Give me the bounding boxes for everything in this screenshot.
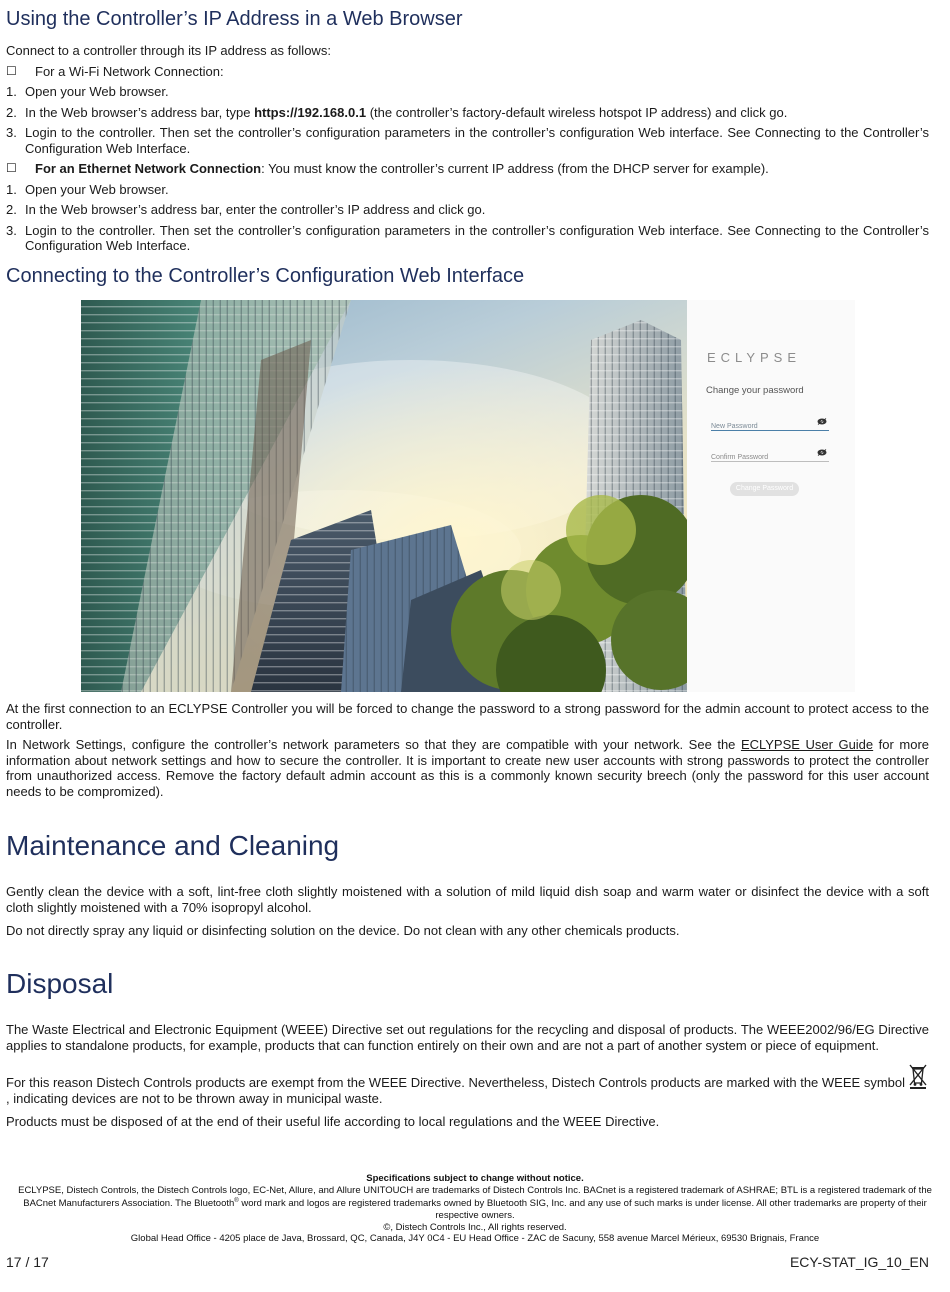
change-password-panel (687, 300, 855, 692)
no-spray-paragraph: Do not directly spray any liquid or disinfecting solution on the device. Do not clean with any other chemicals products. (6, 923, 680, 938)
disposal-text (6, 1022, 929, 1130)
list-number: 2. (6, 104, 17, 120)
intro-text: Connect to a controller through its IP address as follows: (6, 43, 331, 58)
list-item (6, 182, 929, 198)
change-password-button[interactable]: Change Password (730, 482, 799, 496)
footer-address: Global Head Office - 4205 place de Java, Brossard, QC, Canada, J4Y 0C4 - EU Head Office - ZAC de Sacuny, 558 avenue Marcel Mérieux, 69530 Brignais, France (130, 1233, 820, 1245)
footer-copyright: ©, Distech Controls Inc., All rights reserved. (383, 1221, 567, 1233)
list-text: Login to the controller. Then set the controller’s configuration parameters in the controller’s configuration Web interface. See Connecting to the Controller’s Configuration Web Interface. (25, 222, 929, 253)
wifi-option (6, 64, 929, 80)
hide-password-icon[interactable] (817, 449, 827, 456)
skyline-photo (81, 300, 687, 692)
exempt-paragraph (6, 1061, 929, 1106)
exempt-text-b: , indicating devices are not to be thrown away in municipal waste. (6, 1090, 383, 1106)
ethernet-label-rest: : You must know the controller’s current IP address (from the DHCP server for example). (261, 161, 769, 176)
cleaning-paragraph: Gently clean the device with a soft, lint-free cloth slightly moistened with a solution of mild liquid dish soap and warm water or disinfect the device with a soft cloth slightly moistened with a 70% isopropyl alcohol. (6, 884, 929, 915)
list-item (6, 223, 929, 254)
section-title-maintenance: Maintenance and Cleaning (6, 830, 340, 861)
section-title-web-interface: Connecting to the Controller’s Configuration Web Interface (6, 265, 525, 287)
list-number: 3. (6, 125, 17, 140)
checkbox-icon: ☐ (6, 161, 17, 175)
footer-legal (0, 1173, 950, 1245)
checkbox-icon: ☐ (6, 63, 17, 78)
list-number: 3. (6, 222, 17, 238)
list-text: In the Web browser’s address bar, enter the controller’s IP address and click go. (25, 202, 486, 217)
footer-trademarks-b: word mark and logos are registered trademarks owned by Bluetooth SIG, Inc. and any use of such marks is under license. All other trademarks are property of their respective owners. (238, 1198, 927, 1221)
weee-bin-icon (907, 1061, 929, 1089)
end-of-life-paragraph: Products must be disposed of at the end of their useful life according to local regulations and the WEEE Directive. (6, 1114, 660, 1129)
footer-trademarks-a: ECLYPSE, Distech Controls, the Distech Controls logo, EC-Net, Allure, and Allure UNITOUCH are trademarks of Distech Controls Inc. BACnet is a registered trademark of ASHRAE; BTL is a registered trademark of the BACnet Manufacturers Association. The Bluetooth (18, 1184, 932, 1210)
ethernet-label (35, 161, 929, 177)
maintenance-text (6, 884, 929, 939)
list-text (25, 105, 929, 121)
list-text: Open your Web browser. (25, 84, 169, 99)
list-number: 1. (6, 84, 17, 99)
list-item (6, 84, 929, 100)
footer-specs-notice: Specifications subject to change without notice. (366, 1173, 584, 1184)
step-prefix: In the Web browser’s address bar, type (25, 104, 255, 120)
step-suffix: (the controller’s factory-default wireless hotspot IP address) and click go. (366, 104, 788, 120)
eclypse-user-guide-link[interactable]: ECLYPSE User Guide (740, 737, 874, 752)
footer-trademarks (0, 1185, 950, 1222)
section-title-disposal: Disposal (6, 968, 114, 999)
exempt-text-a: For this reason Distech Controls products are exempt from the WEEE Directive. Nevertheless, Distech Controls products are marked with the WEEE symbol (6, 1075, 905, 1090)
skyline-illustration (81, 300, 687, 692)
wifi-label: For a Wi-Fi Network Connection: (35, 63, 224, 79)
list-item (6, 125, 929, 156)
page-number: 17 / 17 (6, 1254, 49, 1270)
ip-address-section (6, 43, 929, 254)
list-text: Open your Web browser. (25, 181, 169, 197)
new-password-placeholder: New Password (711, 423, 758, 430)
list-item (6, 202, 929, 218)
list-number: 1. (6, 181, 17, 197)
weee-paragraph: The Waste Electrical and Electronic Equipment (WEEE) Directive set out regulations for the recycling and disposal of products. The WEEE2002/96/EG Directive applies to standalone products, for example, products that can function entirely on their own and are not a part of another system or piece of equipment. (6, 1022, 929, 1053)
network-settings-text-a: In Network Settings, configure the controller’s network parameters so that they are compatible with your network. See the (6, 737, 741, 752)
document-id: ECY-STAT_IG_10_EN (789, 1254, 929, 1270)
list-text: Login to the controller. Then set the controller’s configuration parameters in the controller’s configuration Web interface. See Connecting to the Controller’s Configuration Web Interface. (25, 125, 929, 156)
first-connection-paragraph: At the first connection to an ECLYPSE Controller you will be forced to change the password to a strong password for the admin account to protect access to the controller. (6, 701, 929, 732)
footer-line (366, 1173, 583, 1184)
new-password-input[interactable] (711, 415, 829, 431)
ethernet-label-bold: For an Ethernet Network Connection (35, 161, 262, 176)
list-item (6, 105, 929, 121)
section-title-ip-address: Using the Controller’s IP Address in a Web Browser (6, 8, 463, 30)
change-password-heading: Change your password (706, 385, 804, 396)
confirm-password-placeholder: Confirm Password (711, 454, 769, 461)
eclypse-logo: ECLYPSE (707, 350, 802, 365)
network-settings-text-b: for more information about network settings and how to secure the controller. It is important to create new user accounts with strong passwords to protect the controller from unauthorized access. Remove the factory default admin account as this is a commonly known security breech (only the password for this user account needs to be compromized). (6, 737, 930, 799)
web-interface-text (6, 701, 929, 799)
footer-registered-mark: ® (234, 1198, 239, 1205)
ethernet-option (6, 161, 929, 177)
default-ip-address: https://192.168.0.1 (254, 104, 367, 120)
hide-password-icon[interactable] (817, 418, 827, 425)
confirm-password-input[interactable] (711, 446, 829, 462)
list-number: 2. (6, 202, 17, 217)
network-settings-paragraph (6, 737, 929, 799)
